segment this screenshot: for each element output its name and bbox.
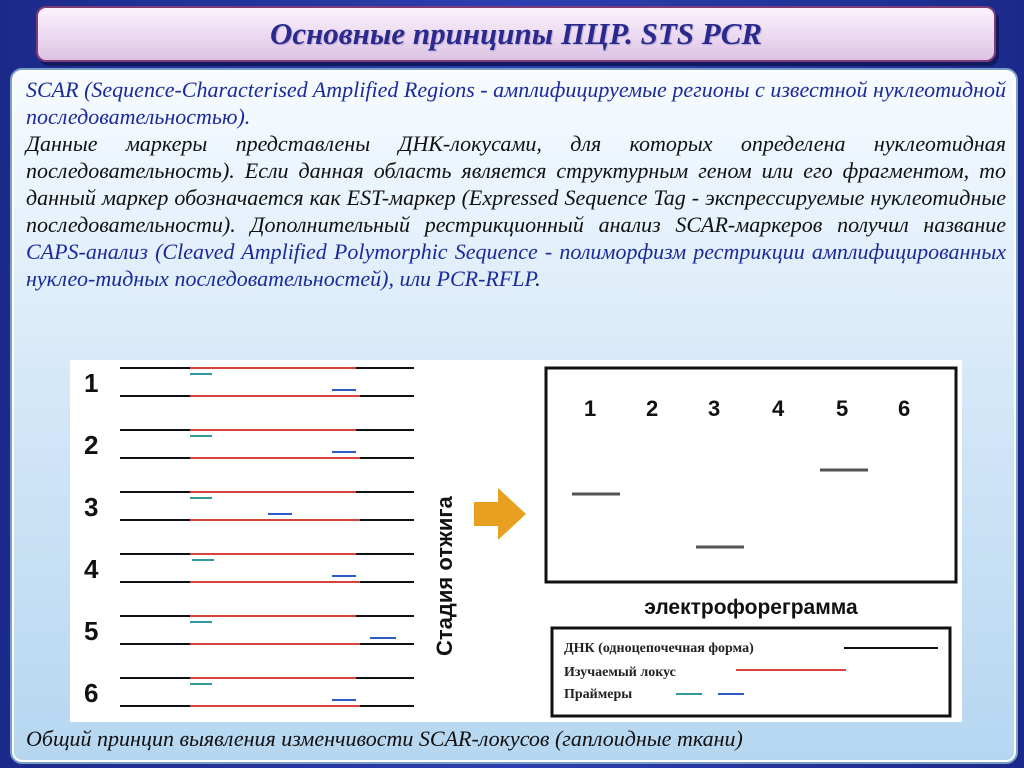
paragraph-markers-text: Данные маркеры представлены ДНК-локусами, для которых определена нуклеотидная последовательность). Если данная область является структурным геном или его фрагментом, то данный маркер обозначается как EST-маркер (Expressed Sequence Tag - экспрессируемые нуклеотидные последовательности). Дополнительный рестрикционный анализ SCAR-маркеров получил название <box>26 131 1006 237</box>
lane-label-6: 6 <box>898 396 911 421</box>
row-label-3: 3 <box>84 492 99 522</box>
gel-frame <box>546 368 956 582</box>
row-label-5: 5 <box>84 616 99 646</box>
row-label-6: 6 <box>84 678 99 708</box>
legend-primers-label: Праймеры <box>564 687 633 702</box>
lane-label-1: 1 <box>584 396 597 421</box>
legend-dna-label: ДНК (одноцепочечная форма) <box>564 641 754 656</box>
gel-caption: электрофореграмма <box>644 596 858 619</box>
slide-caption: Общий принцип выявления изменчивости SCAR-локусов (гаплоидные ткани) <box>26 726 743 751</box>
diagram-panel <box>70 360 962 722</box>
annealing-stage-label: Стадия отжига <box>432 496 457 656</box>
caps-highlight: CAPS-анализ (Cleaved Amplified Polymorphic Sequence - полиморфизм рестрикции амплифицированных нуклео-тидных последовательностей), или PCR-RFLP <box>26 239 1006 291</box>
annealing-rows <box>84 368 414 708</box>
lane-label-4: 4 <box>772 396 785 421</box>
lane-label-2: 2 <box>646 396 659 421</box>
lane-label-5: 5 <box>836 396 849 421</box>
row-label-1: 1 <box>84 368 99 398</box>
paragraph-end: . <box>535 266 541 291</box>
row-label-4: 4 <box>84 554 99 584</box>
paragraph-markers <box>26 130 1006 292</box>
lane-label-3: 3 <box>708 396 721 421</box>
slide-title: Основные принципы ПЦР. STS PCR <box>269 16 763 51</box>
row-label-2: 2 <box>84 430 99 460</box>
title-box <box>36 6 996 62</box>
process-arrow-icon <box>474 488 526 540</box>
paragraph-scar-definition: SCAR (Sequence-Characterised Amplified Regions - амплифицируемые регионы с известной нуклеотидной последовательностью). <box>26 77 1006 129</box>
scar-diagram <box>70 360 962 722</box>
legend-locus-label: Изучаемый локус <box>564 665 676 680</box>
content-panel <box>10 68 1018 764</box>
